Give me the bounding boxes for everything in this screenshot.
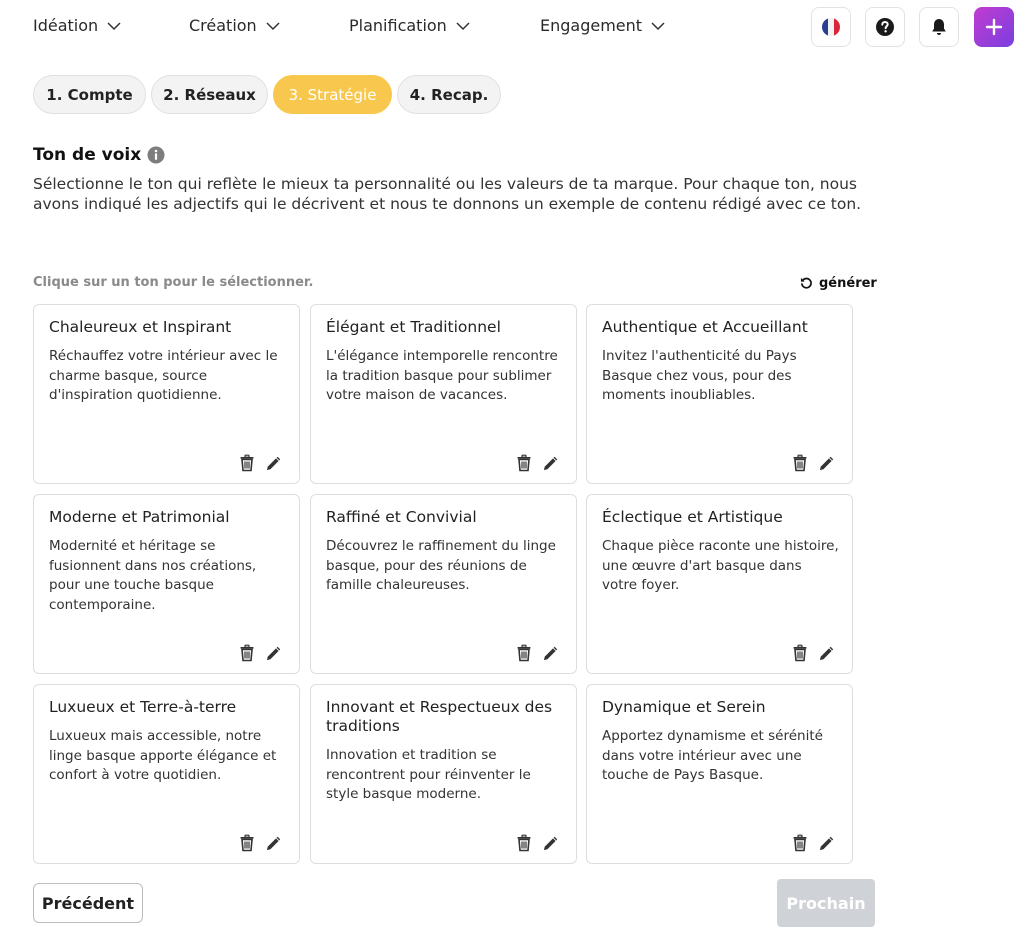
chevron-down-icon xyxy=(106,18,122,34)
tone-card-title: Authentique et Accueillant xyxy=(602,318,808,336)
chevron-down-icon xyxy=(265,18,281,34)
top-navigation xyxy=(0,0,1024,54)
pencil-icon[interactable] xyxy=(818,454,836,472)
tone-card-actions xyxy=(238,644,283,662)
step-reseaux[interactable]: 2. Réseaux xyxy=(151,75,268,114)
tone-card-title: Élégant et Traditionnel xyxy=(326,318,501,336)
tone-card[interactable] xyxy=(586,304,853,484)
language-button[interactable] xyxy=(811,7,851,47)
tone-card-actions xyxy=(791,644,836,662)
tone-card-actions xyxy=(515,834,560,852)
info-icon[interactable] xyxy=(147,146,165,164)
notifications-button[interactable] xyxy=(919,7,959,47)
tone-card-actions xyxy=(238,454,283,472)
france-flag-icon xyxy=(821,17,841,37)
tone-card-actions xyxy=(515,454,560,472)
tone-card[interactable] xyxy=(33,684,300,864)
tone-card-actions xyxy=(791,834,836,852)
nav-creation-label: Création xyxy=(189,16,257,35)
tone-card[interactable] xyxy=(586,494,853,674)
tone-card[interactable] xyxy=(310,304,577,484)
section-description: Sélectionne le ton qui reflète le mieux ta personnalité ou les valeurs de ta marque. Pour chaque ton, nous avons indiqué les adjectifs qui le décrivent et nous te donnons un exemple de contenu rédigé avec ce ton. xyxy=(33,175,862,213)
trash-icon[interactable] xyxy=(791,834,809,852)
trash-icon[interactable] xyxy=(238,834,256,852)
trash-icon[interactable] xyxy=(515,834,533,852)
trash-icon[interactable] xyxy=(238,454,256,472)
chevron-down-icon xyxy=(455,18,471,34)
nav-engagement[interactable] xyxy=(540,16,666,35)
nav-creation[interactable] xyxy=(189,16,281,35)
nav-ideation[interactable] xyxy=(33,16,122,35)
step-compte[interactable]: 1. Compte xyxy=(33,75,146,114)
pencil-icon[interactable] xyxy=(265,834,283,852)
select-hint: Clique sur un ton pour le sélectionner. xyxy=(33,275,314,290)
tone-card-title: Dynamique et Serein xyxy=(602,698,766,716)
plus-icon xyxy=(985,18,1003,36)
tone-card-actions xyxy=(515,644,560,662)
tone-card[interactable] xyxy=(310,684,577,864)
trash-icon[interactable] xyxy=(515,644,533,662)
generate-button[interactable] xyxy=(800,276,877,291)
refresh-icon xyxy=(800,277,813,290)
previous-button[interactable]: Précédent xyxy=(33,883,143,923)
nav-engagement-label: Engagement xyxy=(540,16,643,35)
bell-icon xyxy=(929,17,949,37)
tone-card-text: Apportez dynamisme et sérénité dans votre intérieur avec une touche de Pays Basque. xyxy=(602,728,823,783)
pencil-icon[interactable] xyxy=(265,454,283,472)
chevron-down-icon xyxy=(650,18,666,34)
section-title xyxy=(33,145,165,165)
tone-card-title: Luxueux et Terre-à-terre xyxy=(49,698,237,716)
tone-card-actions xyxy=(791,454,836,472)
tone-card[interactable] xyxy=(586,684,853,864)
pencil-icon[interactable] xyxy=(265,644,283,662)
pencil-icon[interactable] xyxy=(818,644,836,662)
tone-card-text: Innovation et tradition se rencontrent pour réinventer le style basque moderne. xyxy=(326,747,531,802)
create-button[interactable] xyxy=(974,7,1014,47)
tone-card-title: Éclectique et Artistique xyxy=(602,508,783,526)
trash-icon[interactable] xyxy=(515,454,533,472)
next-button[interactable]: Prochain xyxy=(777,879,875,927)
pencil-icon[interactable] xyxy=(542,644,560,662)
tone-card[interactable] xyxy=(310,494,577,674)
step-recap[interactable]: 4. Recap. xyxy=(397,75,501,114)
tone-card[interactable] xyxy=(33,494,300,674)
tone-card-text: Chaque pièce raconte une histoire, une œuvre d'art basque dans votre foyer. xyxy=(602,538,839,593)
tone-card-title: Raffiné et Convivial xyxy=(326,508,477,526)
pencil-icon[interactable] xyxy=(818,834,836,852)
nav-planification[interactable] xyxy=(349,16,471,35)
nav-ideation-label: Idéation xyxy=(33,16,99,35)
help-button[interactable] xyxy=(865,7,905,47)
tone-card-title: Chaleureux et Inspirant xyxy=(49,318,232,336)
tone-card-text: Luxueux mais accessible, notre linge basque apporte élégance et confort à votre quotidien. xyxy=(49,728,277,783)
tone-card-title: Moderne et Patrimonial xyxy=(49,508,230,526)
tone-card-text: Découvrez le raffinement du linge basque, pour des réunions de famille chaleureuses. xyxy=(326,538,556,593)
trash-icon[interactable] xyxy=(791,644,809,662)
pencil-icon[interactable] xyxy=(542,834,560,852)
tone-card-actions xyxy=(238,834,283,852)
tone-card-text: Invitez l'authenticité du Pays Basque chez vous, pour des moments inoubliables. xyxy=(602,348,797,403)
tone-card-text: L'élégance intemporelle rencontre la tradition basque pour sublimer votre maison de vacances. xyxy=(326,348,558,403)
trash-icon[interactable] xyxy=(238,644,256,662)
tone-card-text: Modernité et héritage se fusionnent dans nos créations, pour une touche basque contemporaine. xyxy=(49,538,257,613)
tone-card-title: Innovant et Respectueux des traditions xyxy=(326,698,553,735)
section-title-text: Ton de voix xyxy=(33,145,142,165)
tone-card[interactable] xyxy=(33,304,300,484)
pencil-icon[interactable] xyxy=(542,454,560,472)
generate-label: générer xyxy=(819,276,877,291)
step-strategie[interactable]: 3. Stratégie xyxy=(273,75,392,114)
help-icon xyxy=(875,17,895,37)
nav-planification-label: Planification xyxy=(349,16,447,35)
tone-card-text: Réchauffez votre intérieur avec le charme basque, source d'inspiration quotidienne. xyxy=(49,348,278,403)
trash-icon[interactable] xyxy=(791,454,809,472)
